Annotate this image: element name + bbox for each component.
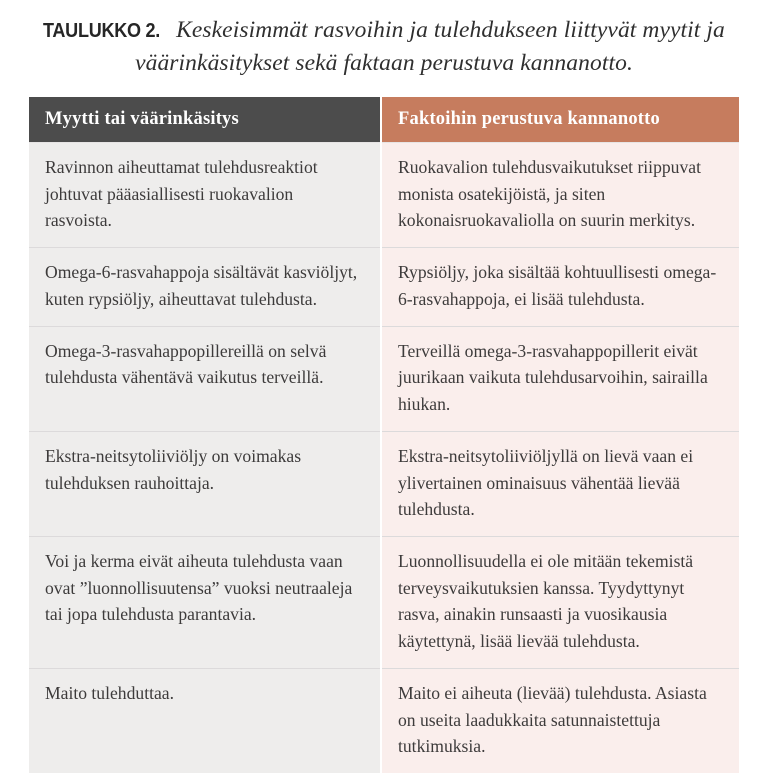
table-row: [29, 431, 739, 536]
column-header-fact: Faktoihin perustuva kannanotto: [381, 97, 739, 143]
table-row: [29, 326, 739, 431]
cell-fact: Terveillä omega-3-rasvahappopillerit eivät juurikaan vaikuta tulehdusarvoihin, sairailla hiukan.: [381, 326, 739, 431]
cell-myth: Ravinnon aiheuttamat tulehdusreaktiot johtuvat pääasiallisesti ruokavalion rasvoista.: [29, 142, 381, 247]
cell-fact: Maito ei aiheuta (lievää) tulehdusta. Asiasta on useita laadukkaita satunnaistettuja tutkimuksia.: [381, 668, 739, 773]
table-body: [29, 142, 739, 773]
cell-myth: Ekstra-neitsytoliiviöljy on voimakas tulehduksen rauhoittaja.: [29, 431, 381, 536]
caption-text: [34, 14, 734, 81]
table-row: [29, 248, 739, 326]
caption-tag: TAULUKKO 2.: [43, 19, 161, 42]
table-header: [29, 97, 739, 143]
cell-myth: Omega-3-rasvahappopillereillä on selvä tulehdusta vähentävä vaikutus terveillä.: [29, 326, 381, 431]
table-row: [29, 142, 739, 247]
column-header-myth: Myytti tai väärinkäsitys: [29, 97, 381, 143]
cell-myth: Maito tulehduttaa.: [29, 668, 381, 773]
myths-and-facts-table: [29, 97, 739, 773]
cell-fact: Rypsiöljy, joka sisältää kohtuullisesti omega-6-rasvahappoja, ei lisää tulehdusta.: [381, 248, 739, 326]
caption-body: Keskeisimmät rasvoihin ja tulehdukseen liittyvät myytit ja väärinkäsitykset sekä faktaan perustuva kannanotto.: [135, 17, 725, 77]
cell-fact: Ruokavalion tulehdusvaikutukset riippuvat monista osatekijöistä, ja siten kokonaisruokavaliolla on suurin merkitys.: [381, 142, 739, 247]
table-header-row: [29, 97, 739, 143]
table-container: [29, 97, 739, 773]
cell-fact: Ekstra-neitsytoliiviöljyllä on lievä vaan ei ylivertainen ominaisuus vähentää lievää tulehdusta.: [381, 431, 739, 536]
cell-fact: Luonnollisuudella ei ole mitään tekemistä terveysvaikutuksien kanssa. Tyydyttynyt rasva, ainakin runsaasti ja vuosikausia käytettynä, lisää lievää tulehdusta.: [381, 536, 739, 668]
cell-myth: Omega-6-rasvahappoja sisältävät kasviöljyt, kuten rypsiöljy, aiheuttavat tulehdusta.: [29, 248, 381, 326]
table-caption: [34, 0, 734, 97]
table-row: [29, 536, 739, 668]
cell-myth: Voi ja kerma eivät aiheuta tulehdusta vaan ovat ”luonnollisuutensa” vuoksi neutraaleja tai jopa tulehdusta parantavia.: [29, 536, 381, 668]
table-row: [29, 668, 739, 773]
